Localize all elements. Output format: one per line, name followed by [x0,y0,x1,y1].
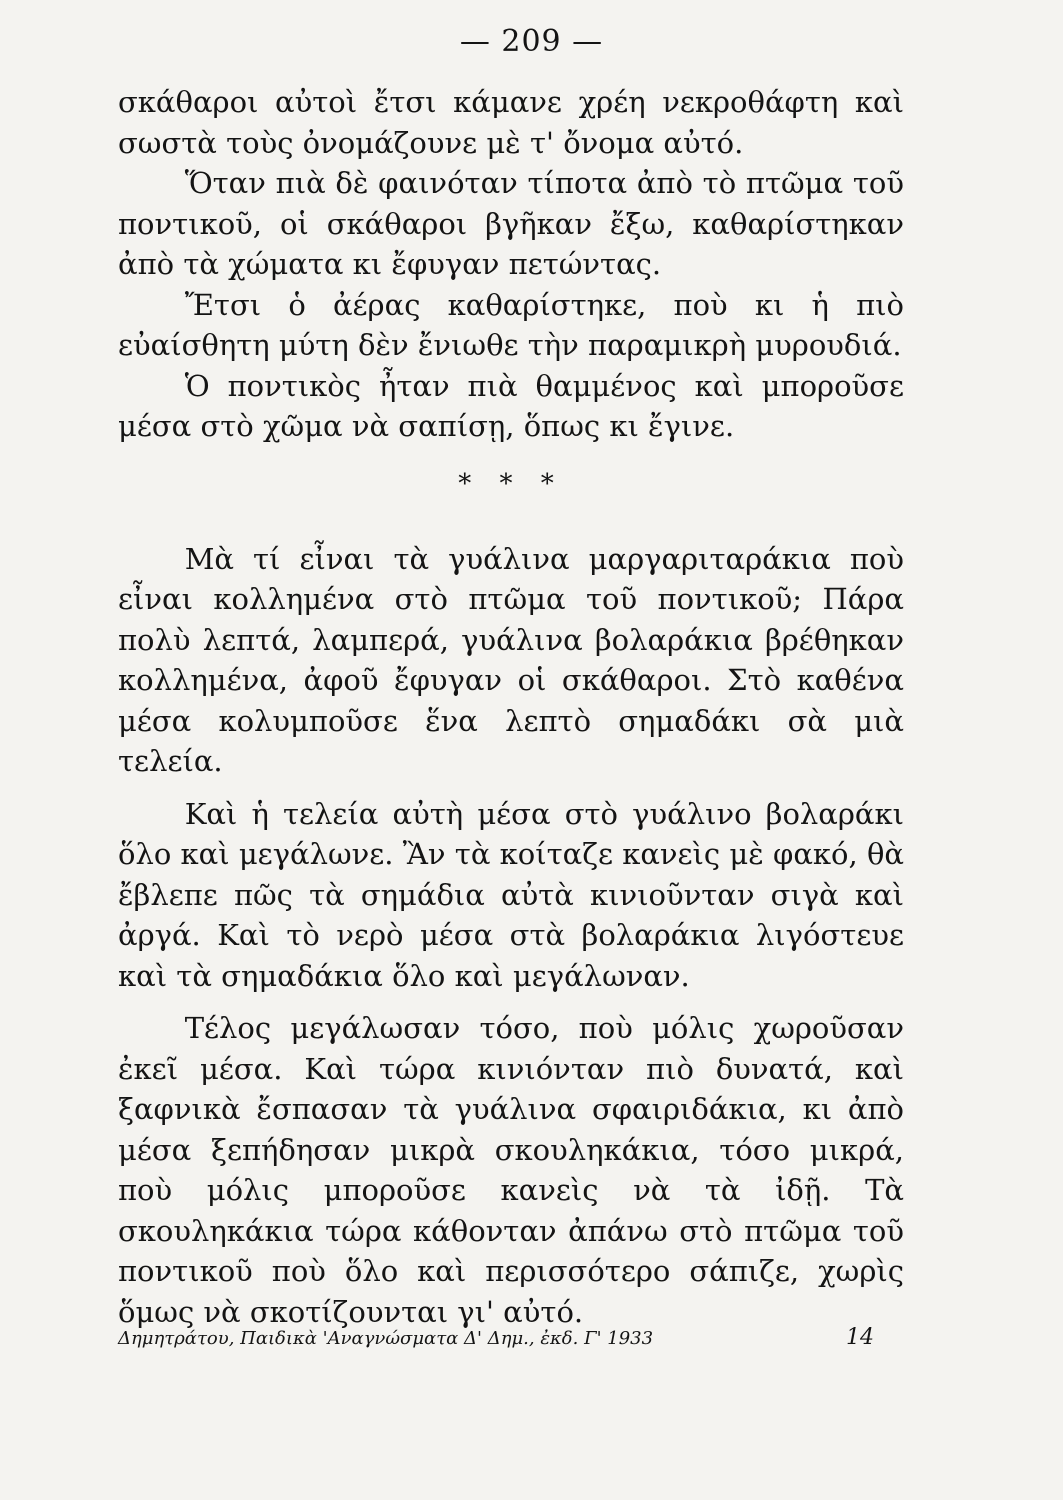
footer [118,1325,904,1350]
footer-citation: Δημητράτου, Παιδικὰ 'Αναγνώσματα Δ' Δημ., ἐκδ. Γ' 1933 [118,1328,654,1349]
paragraph: Καὶ ἡ τελεία αὐτὴ μέσα στὸ γυάλινο βολαράκι ὅλο καὶ μεγάλωνε. Ἂν τὰ κοίταζε κανεὶς μὲ φακό, θὰ ἔβλεπε πῶς τὰ σημάδια αὐτὰ κινιοῦνταν σιγὰ καὶ ἀργά. Καὶ τὸ νερὸ μέσα στὰ βολαράκια λιγόστευε καὶ τὰ σημαδάκια ὅλο καὶ μεγάλωναν. [118,796,904,993]
paragraph: Ὅταν πιὰ δὲ φαινόταν τίποτα ἀπὸ τὸ πτῶμα τοῦ ποντικοῦ, οἱ σκάθαροι βγῆκαν ἔξω, καθαρίστηκαν ἀπὸ τὰ χώματα κι ἔφυγαν πετώντας. [118,166,904,281]
footer-signature-number: 14 [846,1325,874,1350]
body-text [118,82,904,1332]
paragraph: Ὁ ποντικὸς ἦταν πιὰ θαμμένος καὶ μποροῦσε μέσα στὸ χῶμα νὰ σαπίσῃ, ὅπως κι ἔγινε. [118,368,904,443]
paragraph: Τέλος μεγάλωσαν τόσο, ποὺ μόλις χωροῦσαν ἐκεῖ μέσα. Καὶ τώρα κινιόνταν πιὸ δυνατά, καὶ ξαφνικὰ ἔσπασαν τὰ γυάλινα σφαιριδάκια, κι ἀπὸ μέσα ξεπήδησαν μικρὰ σκουληκάκια, τόσο μικρά, ποὺ μόλις μποροῦσε κανεὶς νὰ τὰ ἰδῇ. Τὰ σκουληκάκια τώρα κάθονταν ἀπάνω στὸ πτῶμα τοῦ ποντικοῦ ποὺ ὅλο καὶ περισσότερο σάπιζε, χωρὶς ὅμως νὰ σκοτίζουνται γι' αὐτό. [118,1011,904,1329]
paragraph: Ἔτσι ὁ ἀέρας καθαρίστηκε, ποὺ κι ἡ πιὸ εὐαίσθητη μύτη δὲν ἔνιωθε τὴν παραμικρὴ μυρουδιά. [118,287,904,362]
paragraph: Μὰ τί εἶναι τὰ γυάλινα μαργαριταράκια ποὺ εἶναι κολλημένα στὸ πτῶμα τοῦ ποντικοῦ; Πάρα πολὺ λεπτά, λαμπερά, γυάλινα βολαράκια βρέθηκαν κολλημένα, ἀφοῦ ἔφυγαν οἱ σκάθαροι. Στὸ καθένα μέσα κολυμποῦσε ἕνα λεπτὸ σημαδάκι σὰ μιὰ τελεία. [118,541,904,778]
section-break: * * * [458,468,564,499]
page-number: — 209 — [459,24,604,59]
paragraph: σκάθαροι αὐτοὶ ἔτσι κάμανε χρέη νεκροθάφτη καὶ σωστὰ τοὺς ὀνομάζουνε μὲ τ' ὄνομα αὐτό. [118,85,904,160]
